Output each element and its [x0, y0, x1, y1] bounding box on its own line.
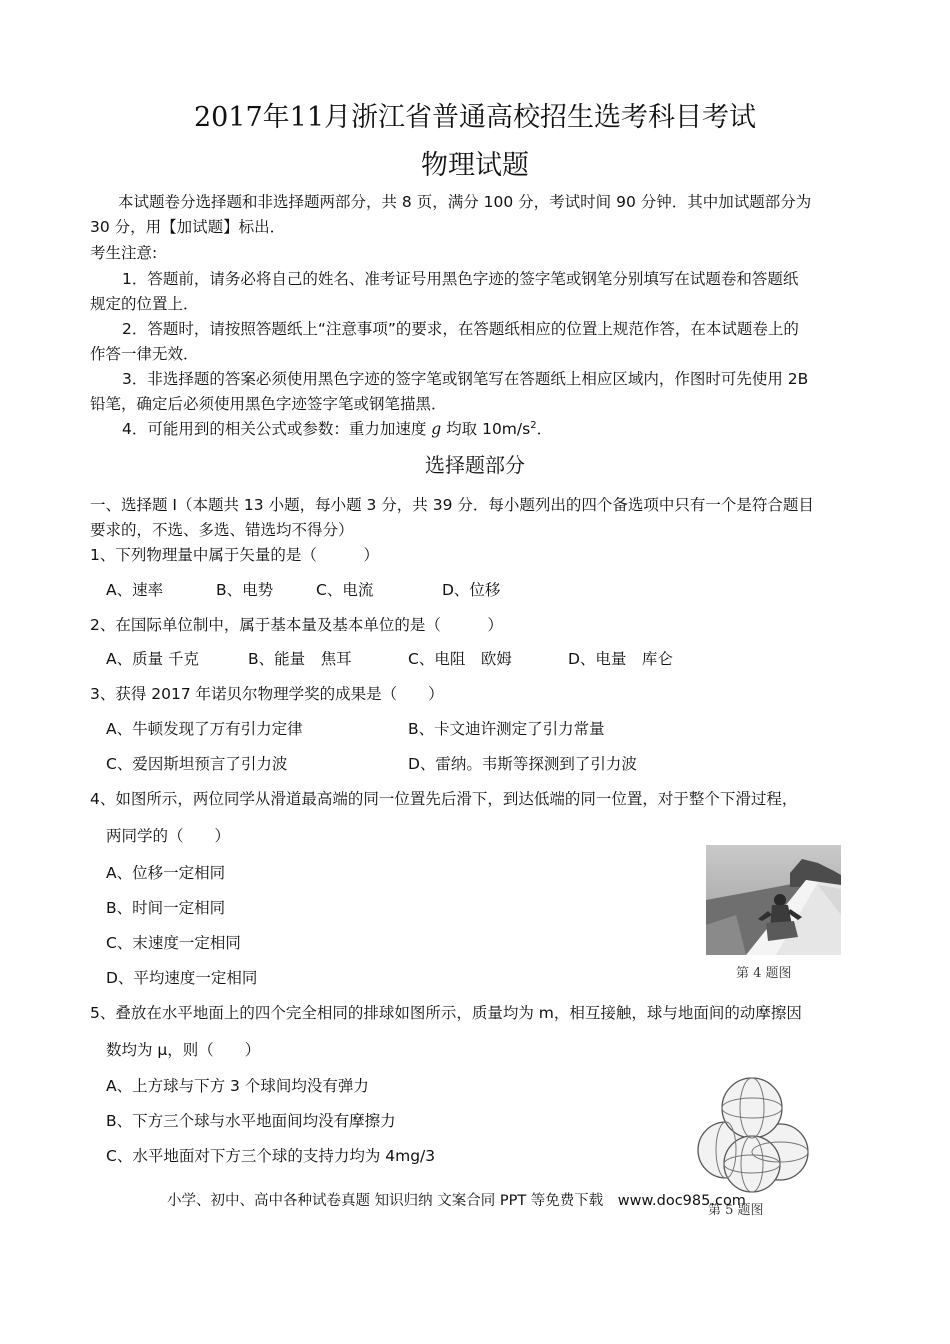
- intro-line-2: 30 分，用【加试题】标出．: [90, 218, 286, 236]
- q1-option-d: D、位移: [442, 581, 501, 599]
- notice-4-end: ．: [536, 420, 553, 438]
- section-heading-2: 要求的，不选、多选、错选均不得分）: [90, 521, 354, 539]
- q4-stem-2: 两同学的（ ）: [106, 827, 231, 845]
- notice-3b: 铅笔，确定后必须使用黑色字迹签字笔或钢笔描黑．: [90, 395, 447, 413]
- q4-option-d: D、平均速度一定相同: [106, 969, 258, 987]
- q1-option-c: C、电流: [316, 581, 374, 599]
- q1-option-b: B、电势: [216, 581, 274, 599]
- q1-stem: 1、下列物理量中属于矢量的是（ ）: [90, 546, 379, 564]
- notice-1b: 规定的位置上．: [90, 295, 199, 313]
- q5-figure-caption: 第 5 题图: [708, 1203, 764, 1218]
- gravity-symbol: g: [431, 420, 442, 438]
- notice-3a: 3．非选择题的答案必须使用黑色字迹的签字笔或钢笔写在答题纸上相应区域内，作图时可先使用 2B: [122, 370, 809, 388]
- intro-line-1: 本试题卷分选择题和非选择题两部分，共 8 页，满分 100 分，考试时间 90 分钟．其中加试题部分为: [118, 193, 812, 211]
- q3-option-d: D、雷纳。韦斯等探测到了引力波: [408, 755, 637, 773]
- q5-option-a: A、上方球与下方 3 个球间均没有弹力: [106, 1077, 369, 1095]
- notice-4-prefix: 4．可能用到的相关公式或参数：重力加速度: [122, 420, 432, 438]
- q4-option-a: A、位移一定相同: [106, 864, 226, 882]
- q2-option-a: A、质量 千克: [106, 650, 200, 668]
- section-title: 选择题部分: [425, 453, 525, 477]
- q5-stem-1: 5、叠放在水平地面上的四个完全相同的排球如图所示，质量均为 m，相互接触，球与地面间的动摩擦因: [90, 1004, 802, 1022]
- q3-stem: 3、获得 2017 年诺贝尔物理学奖的成果是（ ）: [90, 685, 444, 703]
- q3-option-b: B、卡文迪许测定了引力常量: [408, 720, 605, 738]
- q4-figure-caption: 第 4 题图: [736, 966, 792, 981]
- subject-title: 物理试题: [421, 150, 529, 181]
- notice-title: 考生注意:: [90, 244, 158, 262]
- q5-stem-2: 数均为 μ，则（ ）: [106, 1041, 261, 1059]
- notice-2a: 2．答题时，请按照答题纸上“注意事项”的要求，在答题纸相应的位置上规范作答，在本试题卷上的: [122, 320, 799, 338]
- q3-option-a: A、牛顿发现了万有引力定律: [106, 720, 303, 738]
- section-heading-1: 一、选择题 I（本题共 13 小题，每小题 3 分，共 39 分．每小题列出的四个备选项中只有一个是符合题目: [90, 496, 814, 514]
- q2-option-d: D、电量 库仑: [568, 650, 673, 668]
- q1-option-a: A、速率: [106, 581, 164, 599]
- q4-option-b: B、时间一定相同: [106, 899, 226, 917]
- q5-option-b: B、下方三个球与水平地面间均没有摩擦力: [106, 1112, 396, 1130]
- footer-text: 小学、初中、高中各种试卷真题 知识归纳 文案合同 PPT 等免费下载 www.doc985.com: [167, 1193, 746, 1209]
- q2-option-b: B、能量 焦耳: [248, 650, 352, 668]
- q5-volleyball-figure: [690, 1072, 820, 1197]
- q2-option-c: C、电阻 欧姆: [408, 650, 512, 668]
- q4-stem-1: 4、如图所示，两位同学从滑道最高端的同一位置先后滑下，到达低端的同一位置，对于整个下滑过程，: [90, 790, 798, 808]
- notice-2b: 作答一律无效．: [90, 345, 199, 363]
- q5-option-c: C、水平地面对下方三个球的支持力均为 4mg/3: [106, 1147, 436, 1165]
- q3-option-c: C、爱因斯坦预言了引力波: [106, 755, 288, 773]
- notice-1a: 1．答题前，请务必将自己的姓名、准考证号用黑色字迹的签字笔或钢笔分别填写在试题卷和答题纸: [122, 270, 799, 288]
- unit-exponent: 2: [530, 419, 537, 431]
- q2-stem: 2、在国际单位制中，属于基本量及基本单位的是（ ）: [90, 616, 503, 634]
- notice-4-mid: 均取 10m/s: [441, 420, 531, 438]
- q4-option-c: C、末速度一定相同: [106, 934, 241, 952]
- notice-4: [122, 418, 552, 440]
- exam-title: 2017年11月浙江省普通高校招生选考科目考试: [193, 102, 757, 133]
- q4-slide-photo: [706, 845, 841, 955]
